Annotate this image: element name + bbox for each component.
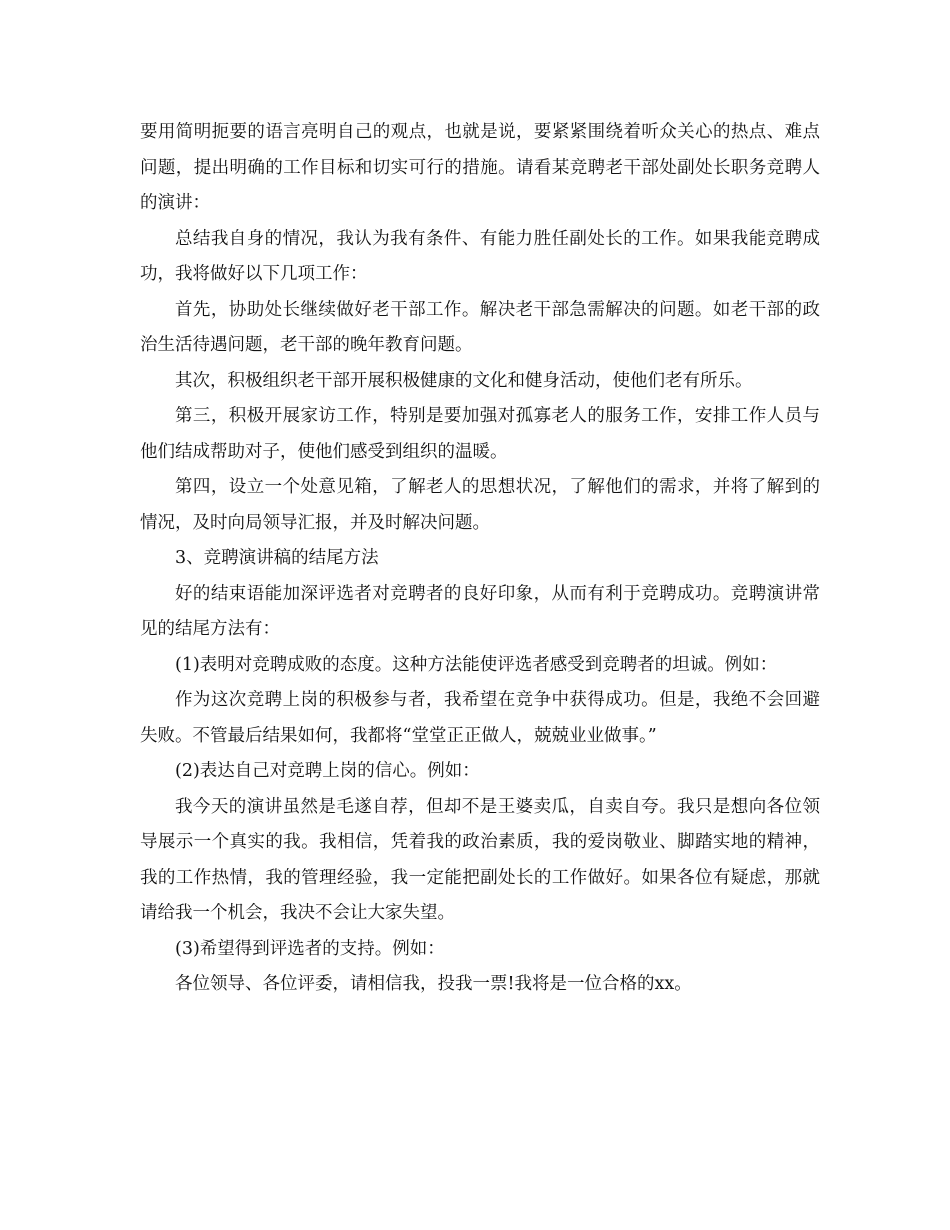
document-body: [140, 115, 820, 1003]
paragraph: 各位领导、各位评委，请相信我，投我一票!我将是一位合格的xx。: [175, 974, 692, 994]
paragraph: (2)表达自己对竞聘上岗的信心。例如：: [175, 761, 480, 781]
paragraph: 要用简明扼要的语言亮明自己的观点，也就是说，要紧紧围绕着听众关心的热点、难点问题，提出明确的工作目标和切实可行的措施。请看某竞聘老干部处副处长职务竞聘人的演讲：: [140, 122, 820, 213]
paragraph: 总结我自身的情况，我认为我有条件、有能力胜任副处长的工作。如果我能竞聘成功，我将做好以下几项工作：: [140, 228, 820, 284]
section-heading: 3、竞聘演讲稿的结尾方法: [175, 548, 379, 568]
paragraph: 好的结束语能加深评选者对竞聘者的良好印象，从而有利于竞聘成功。竞聘演讲常见的结尾方法有：: [140, 583, 820, 639]
paragraph: 作为这次竞聘上岗的积极参与者，我希望在竞争中获得成功。但是，我绝不会回避失败。不管最后结果如何，我都将“堂堂正正做人，兢兢业业做事。”: [140, 690, 820, 746]
paragraph: (3)希望得到评选者的支持。例如：: [175, 938, 445, 959]
paragraph: 其次，积极组织老干部开展积极健康的文化和健身活动，使他们老有所乐。: [175, 370, 753, 391]
paragraph: 第四，设立一个处意见箱，了解老人的思想状况，了解他们的需求，并将了解到的情况，及时向局领导汇报，并及时解决问题。: [140, 477, 820, 533]
paragraph: 第三，积极开展家访工作，特别是要加强对孤寡老人的服务工作，安排工作人员与他们结成帮助对子，使他们感受到组织的温暖。: [140, 406, 820, 462]
paragraph: 我今天的演讲虽然是毛遂自荐，但却不是王婆卖瓜，自卖自夸。我只是想向各位领导展示一个真实的我。我相信，凭着我的政治素质，我的爱岗敬业、脚踏实地的精神，我的工作热情，我的管理经验，我一定能把副处长的工作做好。如果各位有疑虑，那就请给我一个机会，我决不会让大家失望。: [140, 796, 820, 923]
paragraph: 首先，协助处长继续做好老干部工作。解决老干部急需解决的问题。如老干部的政治生活待遇问题，老干部的晚年教育问题。: [140, 299, 820, 355]
paragraph: (1)表明对竞聘成败的态度。这种方法能使评选者感受到竞聘者的坦诚。例如：: [175, 654, 778, 675]
